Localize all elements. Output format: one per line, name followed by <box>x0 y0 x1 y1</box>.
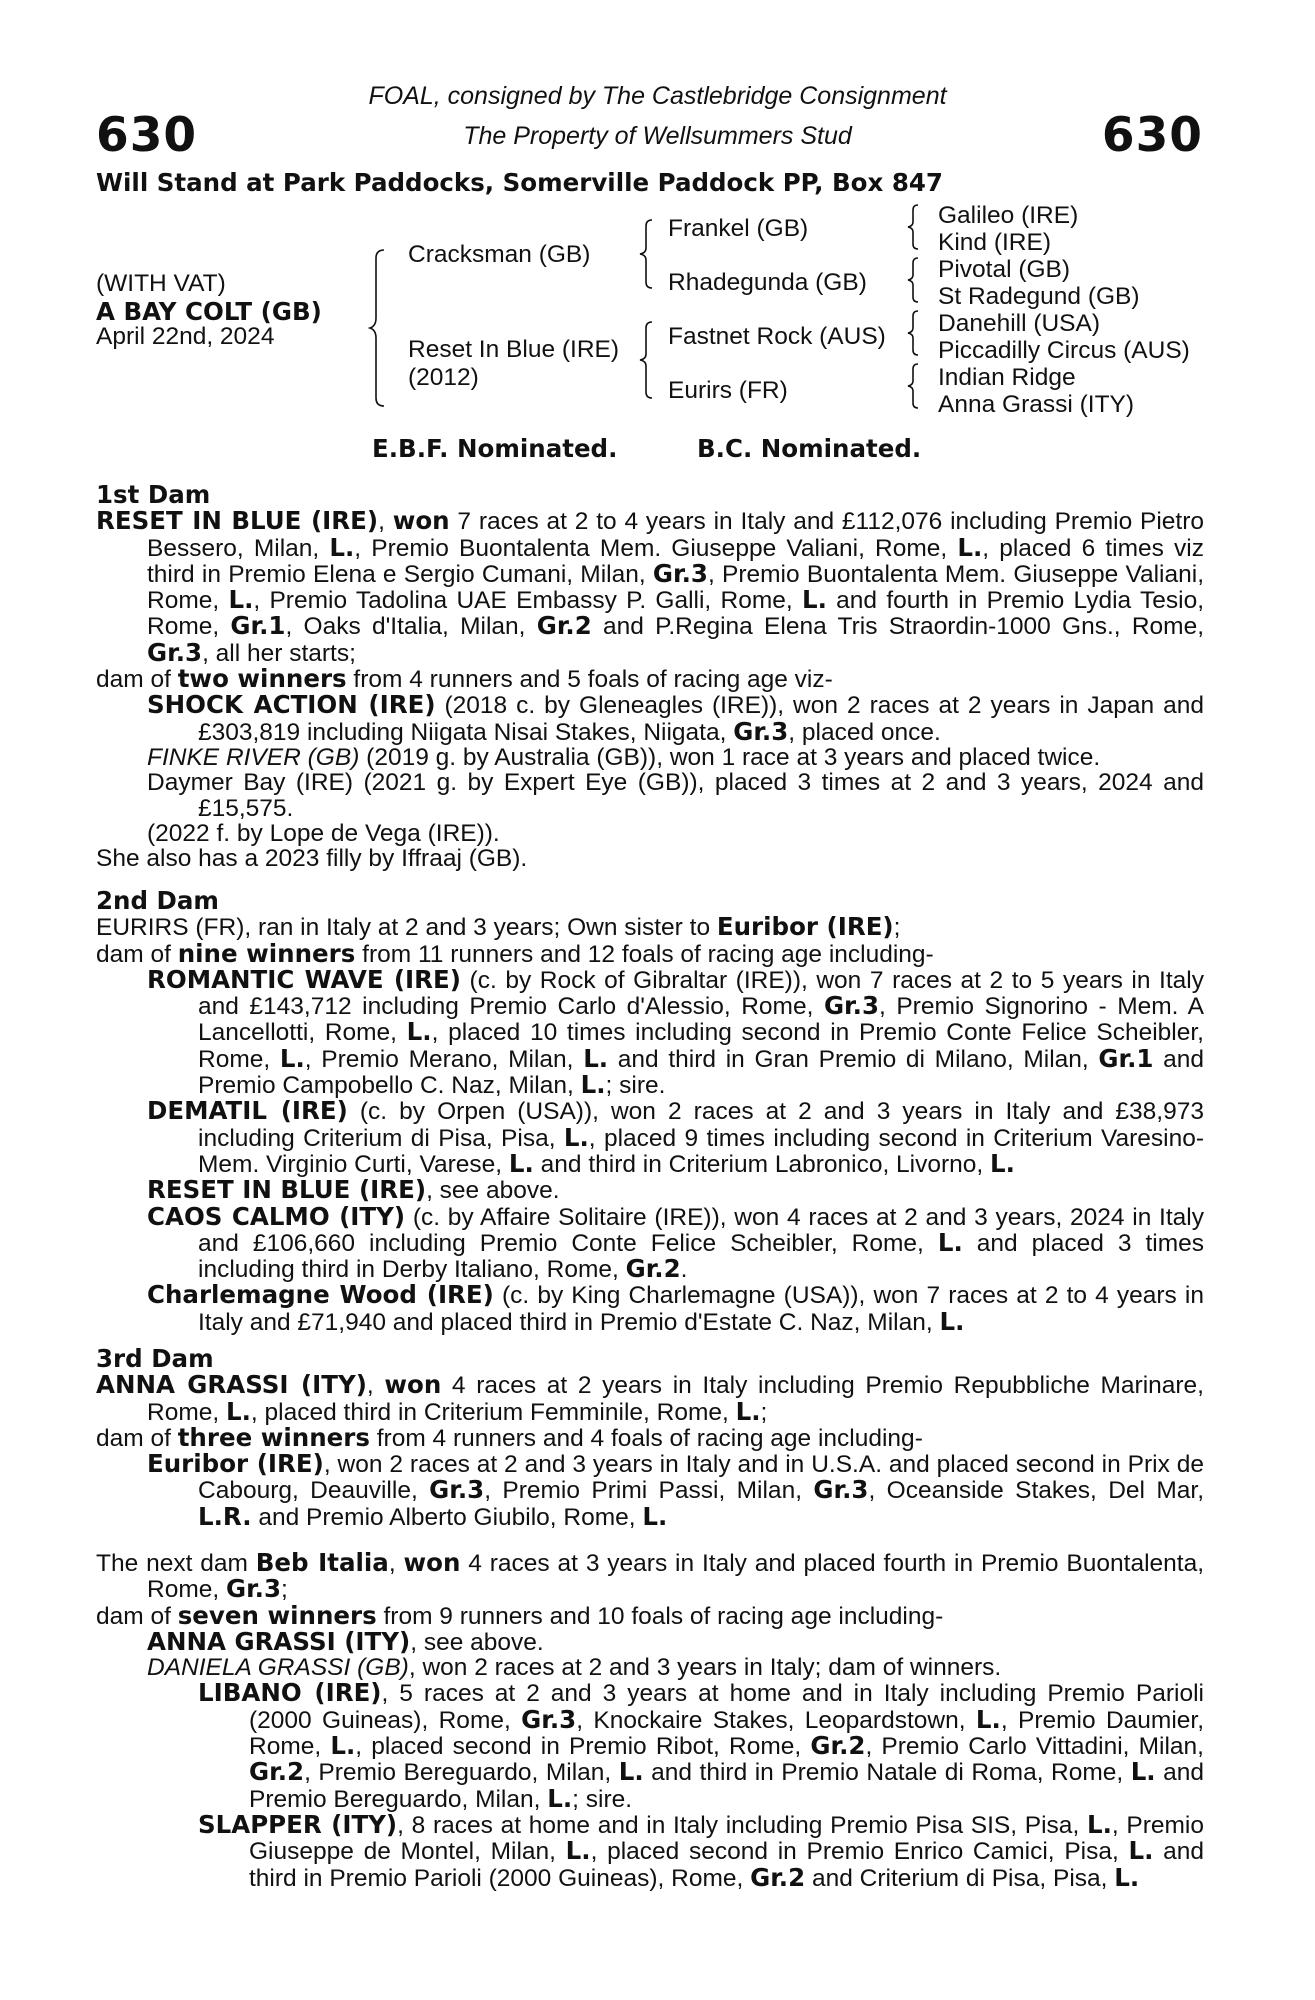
gen3-5: Danehill (USA) <box>938 310 1101 337</box>
first-dam-produce-3: Daymer Bay (IRE) (2021 g. by Expert Eye (GB)), placed 3 times at 2 and 3 years, 2024 and £15,575. <box>147 769 1204 822</box>
second-dam-produce-1: ROMANTIC WAVE (IRE) (c. by Rock of Gibraltar (IRE)), won 7 races at 2 to 5 years in Italy and £143,712 including Premio Carlo d'Alessio, Rome, Gr.3, Premio Signorino - Mem. A Lancellotti, Rome, L., placed 10 times including second in Premio Conte Felice Scheibler, Rome, L., Premio Merano, Milan, L. and third in Gran Premio di Milano, Milan, Gr.1 and Premio Campobello C. Naz, Milan, L.; sire. <box>147 964 1205 1100</box>
stand-location: Will Stand at Park Paddocks, Somerville Paddock PP, Box 847 <box>96 168 943 197</box>
gen3-1: Galileo (IRE) <box>938 202 1079 229</box>
next-dam-produce-1: ANNA GRASSI (ITY), see above. <box>147 1626 544 1656</box>
vat-note: (WITH VAT) <box>96 270 226 297</box>
next-dam-produce-summary: dam of seven winners from 9 runners and 10 foals of racing age including- <box>96 1600 944 1630</box>
first-dam-also: She also has a 2023 filly by Iffraaj (GB). <box>96 845 528 873</box>
ebf-nomination: E.B.F. Nominated. <box>372 434 618 463</box>
dam-year: (2012) <box>408 364 479 391</box>
second-dam-heading: 2nd Dam <box>96 886 219 915</box>
second-dam-produce-5: Charlemagne Wood (IRE) (c. by King Charlemagne (USA)), won 7 races at 2 to 4 years in Italy and £71,940 and placed third in Premio d'Estate C. Naz, Milan, L. <box>147 1280 1204 1336</box>
consignment-line: FOAL, consigned by The Castlebridge Consignment <box>368 82 947 110</box>
first-dam-produce-4: (2022 f. by Lope de Vega (IRE)). <box>147 819 500 847</box>
gen3-2: Kind (IRE) <box>938 229 1052 256</box>
foaling-date: April 22nd, 2024 <box>96 323 275 350</box>
second-dam-produce-summary: dam of nine winners from 11 runners and 12 foals of racing age including- <box>96 938 934 968</box>
property-line: The Property of Wellsummers Stud <box>463 122 852 150</box>
third-dam-produce-1: Euribor (IRE), won 2 races at 2 and 3 years in Italy and in U.S.A. and placed second in Prix de Cabourg, Deauville, Gr.3, Premio Primi Passi, Milan, Gr.3, Oceanside Stakes, Del Mar, L.R. and Premio Alberto Giubilo, Rome, L. <box>147 1449 1205 1531</box>
gen3-8: Anna Grassi (ITY) <box>938 391 1135 418</box>
sire-sire: Frankel (GB) <box>668 215 809 242</box>
first-dam-section <box>96 482 1204 871</box>
gen3-3: Pivotal (GB) <box>938 256 1071 283</box>
pedigree-bracket-g3 <box>908 309 924 357</box>
next-dam-grandproduce-2: SLAPPER (ITY), 8 races at home and in Italy including Premio Pisa SIS, Pisa, L., Premio Giuseppe de Montel, Milan, L., placed second in Premio Enrico Camici, Pisa, L. and third in Premio Parioli (2000 Guineas), Rome, Gr.2 and Criterium di Pisa, Pisa, L. <box>198 1809 1205 1892</box>
third-dam-record: ANNA GRASSI (ITY), won 4 races at 2 years in Italy including Premio Repubbliche Marinare, Rome, L., placed third in Criterium Femminile, Rome, L.; <box>96 1370 1204 1426</box>
sire: Cracksman (GB) <box>408 241 591 268</box>
second-dam-produce-3: RESET IN BLUE (IRE), see above. <box>147 1175 560 1205</box>
first-dam-heading: 1st Dam <box>96 480 211 509</box>
pedigree-bracket-sire <box>640 218 660 290</box>
next-dam-grandproduce-1: LIBANO (IRE), 5 races at 2 and 3 years at home and in Italy including Premio Parioli (2000 Guineas), Rome, Gr.3, Knockaire Stakes, Leopardstown, L., Premio Daumier, Rome, L., placed second in Premio Ribot, Rome, Gr.2, Premio Carlo Vittadini, Milan, Gr.2, Premio Bereguardo, Milan, L. and third in Premio Natale di Roma, Rome, L. and Premio Bereguardo, Milan, L.; sire. <box>198 1678 1204 1813</box>
first-dam-produce-1: SHOCK ACTION (IRE) (2018 c. by Gleneagles (IRE)), won 2 races at 2 years in Japan and £303,819 including Niigata Nisai Stakes, Niigata, Gr.3, placed once. <box>147 690 1204 746</box>
next-dam-produce-2: DANIELA GRASSI (GB), won 2 races at 2 and 3 years in Italy; dam of winners. <box>147 1654 1002 1682</box>
first-dam-record: RESET IN BLUE (IRE), won 7 races at 2 to 4 years in Italy and £112,076 including Premio Pietro Bessero, Milan, L., Premio Buontalenta Mem. Giuseppe Valiani, Rome, L., placed 6 times viz third in Premio Elena e Sergio Cumani, Milan, Gr.3, Premio Buontalenta Mem. Giuseppe Valiani, Rome, L., Premio Tadolina UAE Embassy P. Galli, Rome, L. and fourth in Premio Lydia Tesio, Rome, Gr.1, Oaks d'Italia, Milan, Gr.2 and P.Regina Elena Tris Straordin-1000 Gns., Rome, Gr.3, all her starts; <box>96 506 1205 667</box>
pedigree-bracket-dam <box>640 320 660 400</box>
second-dam-intro: EURIRS (FR), ran in Italy at 2 and 3 years; Own sister to Euribor (IRE); <box>96 912 901 942</box>
pedigree-bracket-main <box>370 248 400 408</box>
third-dam-section <box>96 1346 1204 1530</box>
horse-name: A BAY COLT (GB) <box>96 297 322 326</box>
dam-sire: Fastnet Rock (AUS) <box>668 323 886 350</box>
third-dam-heading: 3rd Dam <box>96 1344 214 1373</box>
first-dam-produce-2: FINKE RIVER (GB) (2019 g. by Australia (GB)), won 1 race at 3 years and placed twice. <box>147 743 1101 771</box>
second-dam-section <box>96 888 1204 1335</box>
sire-dam: Rhadegunda (GB) <box>668 269 867 296</box>
lot-number-left: 630 <box>96 108 198 163</box>
pedigree-bracket-g1 <box>908 203 924 251</box>
gen3-6: Piccadilly Circus (AUS) <box>938 337 1190 364</box>
next-dam-record: The next dam Beb Italia, won 4 races at 3 years in Italy and placed fourth in Premio Buontalenta, Rome, Gr.3; <box>96 1548 1204 1604</box>
first-dam-produce-summary: dam of two winners from 4 runners and 5 foals of racing age viz- <box>96 664 833 694</box>
dam: Reset In Blue (IRE) <box>408 336 620 363</box>
pedigree-bracket-g2 <box>908 256 924 304</box>
dam-dam: Eurirs (FR) <box>668 377 788 404</box>
pedigree-bracket-g4 <box>908 362 924 410</box>
third-dam-produce-summary: dam of three winners from 4 runners and 4 foals of racing age including- <box>96 1422 923 1452</box>
gen3-4: St Radegund (GB) <box>938 283 1140 310</box>
gen3-7: Indian Ridge <box>938 364 1076 391</box>
second-dam-produce-2: DEMATIL (IRE) (c. by Orpen (USA)), won 2 races at 2 and 3 years in Italy and £38,973 including Criterium di Pisa, Pisa, L., placed 9 times including second in Criterium Varesino-Mem. Virginio Curti, Varese, L. and third in Criterium Labronico, Livorno, L. <box>147 1096 1204 1178</box>
lot-number-right: 630 <box>1101 108 1203 163</box>
bc-nomination: B.C. Nominated. <box>697 434 922 463</box>
next-dam-section <box>96 1550 1204 1891</box>
second-dam-produce-4: CAOS CALMO (ITY) (c. by Affaire Solitaire (IRE)), won 4 races at 2 and 3 years, 2024 in Italy and £106,660 including Premio Conte Felice Scheibler, Rome, L. and placed 3 times including third in Derby Italiano, Rome, Gr.2. <box>147 1201 1204 1284</box>
